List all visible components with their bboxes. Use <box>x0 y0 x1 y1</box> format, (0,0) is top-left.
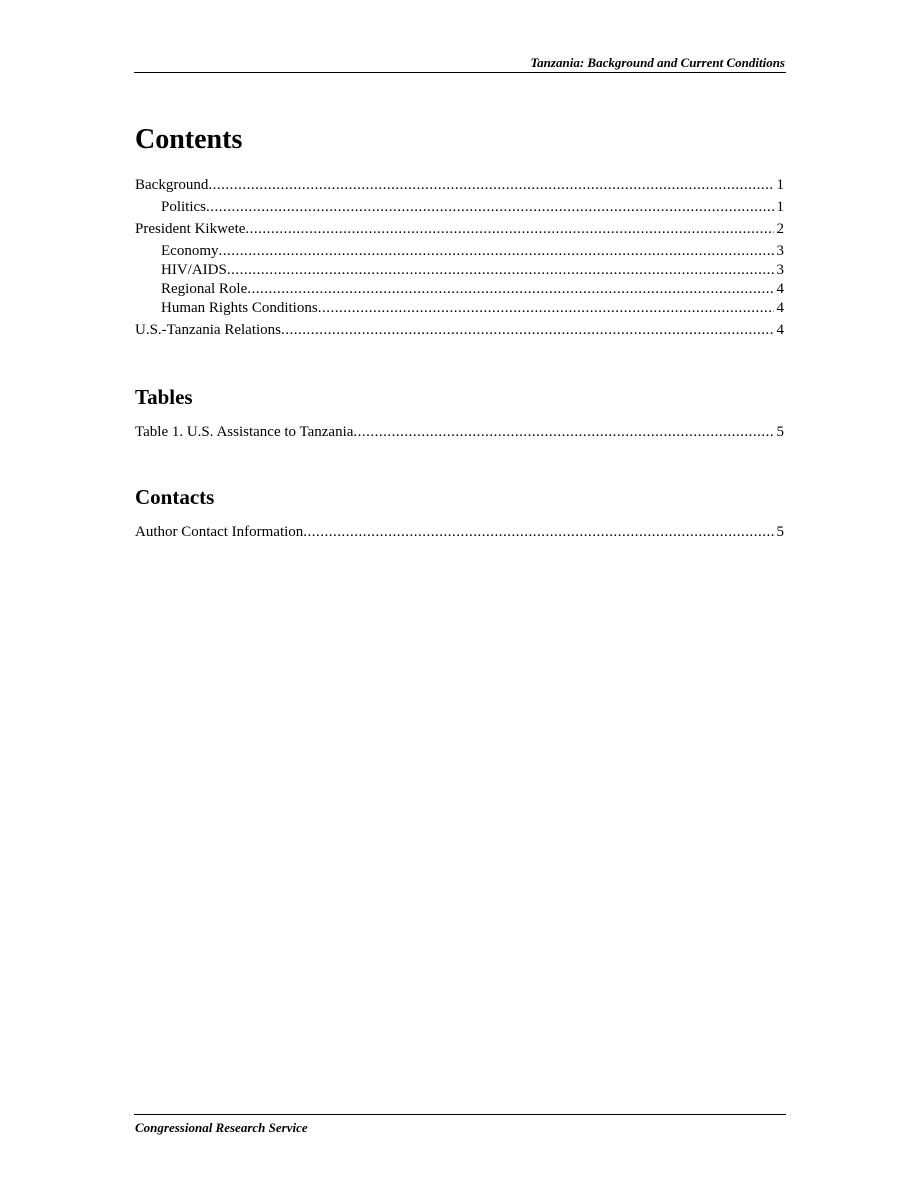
dot-leader <box>219 242 774 261</box>
dot-leader <box>206 198 773 217</box>
toc-page-number: 4 <box>776 281 784 297</box>
dot-leader <box>353 423 773 442</box>
toc-entry-background[interactable] <box>135 176 784 198</box>
toc-page-number: 4 <box>776 322 784 338</box>
page-header <box>134 55 786 73</box>
toc-entry-label: Background <box>135 177 209 193</box>
toc-page-number: 2 <box>776 221 784 237</box>
toc-entry-hiv-aids[interactable] <box>135 261 784 280</box>
toc-page-number: 5 <box>776 524 784 540</box>
dot-leader <box>245 220 773 239</box>
toc-page-number: 1 <box>776 177 784 193</box>
contents-heading: Contents <box>135 124 243 155</box>
toc-page-number: 4 <box>776 300 784 316</box>
toc-entry-label: U.S.-Tanzania Relations <box>135 322 281 338</box>
dot-leader <box>208 176 773 195</box>
toc-entry-human-rights-conditions[interactable] <box>135 299 784 321</box>
toc-entry-label: HIV/AIDS <box>161 262 227 278</box>
contacts-heading: Contacts <box>135 485 215 509</box>
toc-entry-label: Politics <box>161 199 207 215</box>
toc-entry-label: Economy <box>161 243 219 259</box>
dot-leader <box>227 261 774 280</box>
tables-list <box>135 423 784 442</box>
toc-entry-economy[interactable] <box>135 242 784 261</box>
toc-entry-label: Human Rights Conditions <box>161 300 318 316</box>
toc-entry-label: Author Contact Information <box>135 524 304 540</box>
dot-leader <box>303 523 773 542</box>
toc-entry-us-tanzania-relations[interactable] <box>135 321 784 340</box>
toc-entry-label: Table 1. U.S. Assistance to Tanzania <box>135 424 354 440</box>
toc-entry-politics[interactable] <box>135 198 784 220</box>
contacts-list <box>135 523 784 542</box>
toc-page-number: 1 <box>776 199 784 215</box>
running-header-title: Tanzania: Background and Current Conditions <box>530 55 785 70</box>
page-footer <box>134 1114 786 1135</box>
contents-list <box>135 176 784 340</box>
toc-page-number: 5 <box>776 424 784 440</box>
toc-page-number: 3 <box>776 243 784 259</box>
toc-entry-label: President Kikwete <box>135 221 246 237</box>
toc-entry-author-contact[interactable] <box>135 523 784 542</box>
tables-heading: Tables <box>135 385 193 409</box>
dot-leader <box>281 321 774 340</box>
toc-entry-label: Regional Role <box>161 281 248 297</box>
dot-leader <box>318 299 774 318</box>
toc-entry-regional-role[interactable] <box>135 280 784 299</box>
toc-page-number: 3 <box>776 262 784 278</box>
footer-organization: Congressional Research Service <box>135 1120 308 1135</box>
dot-leader <box>247 280 773 299</box>
toc-entry-president-kikwete[interactable] <box>135 220 784 242</box>
toc-entry-table-1[interactable] <box>135 423 784 442</box>
